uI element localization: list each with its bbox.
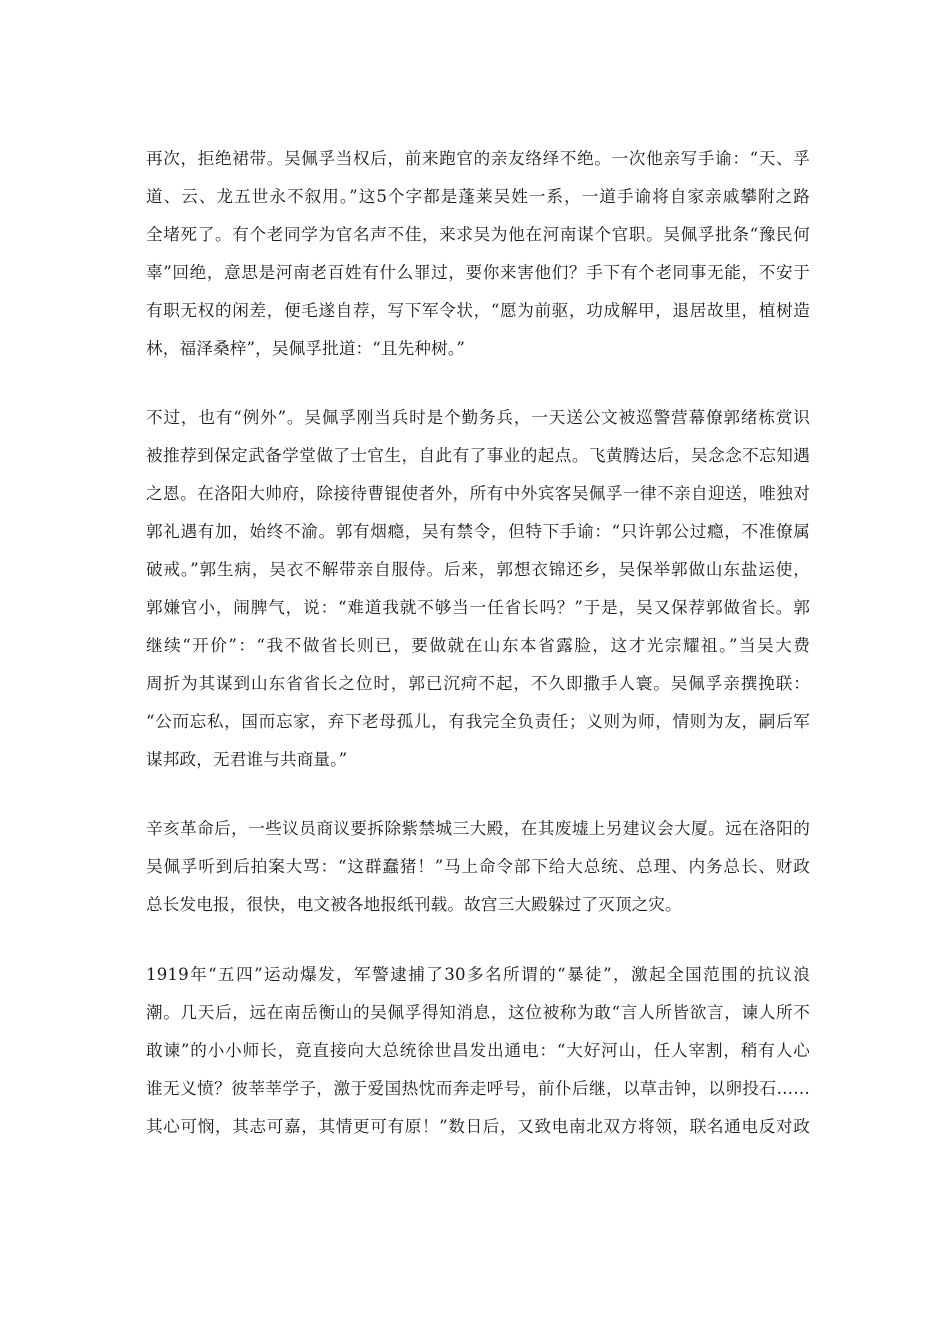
paragraph-2-line-7: 继续“开价”：“我不做省长则已，要做就在山东本省露脸，这才光宗耀祖。”当吴大费 xyxy=(146,636,810,655)
paragraph-2-line-4: 郭礼遇有加，始终不渝。郭有烟瘾，吴有禁令，但特下手谕：“只许郭公过瘾，不准僚属 xyxy=(146,522,810,541)
paragraph-2-line-1: 不过，也有“例外”。吴佩孚刚当兵时是个勤务兵，一天送公文被巡警营幕僚郭绪栋赏识 xyxy=(146,408,810,427)
paragraph-2-line-10: 谋邦政，无君谁与共商量。” xyxy=(146,750,348,769)
paragraph-1-line-4: 辜”回绝，意思是河南老百姓有什么罪过，要你来害他们？手下有个老同事无能，不安于 xyxy=(146,263,810,282)
paragraph-1-line-2: 道、云、龙五世永不叙用。”这5个字都是蓬莱吴姓一系，一道手谕将自家亲戚攀附之路 xyxy=(146,187,810,206)
paragraph-4-line-5: 其心可悯，其志可嘉，其情更可有原！”数日后，又致电南北双方将领，联名通电反对政 xyxy=(146,1117,810,1136)
paragraph-2-line-2: 被推荐到保定武备学堂做了士官生，自此有了事业的起点。飞黄腾达后，吴念念不忘知遇 xyxy=(146,446,810,465)
paragraph-4-line-2: 潮。几天后，远在南岳衡山的吴佩孚得知消息，这位被称为敢“言人所皆欲言，谏人所不 xyxy=(146,1003,810,1022)
paragraph-2-line-3: 之恩。在洛阳大帅府，除接待曹锟使者外，所有中外宾客吴佩孚一律不亲自迎送，唯独对 xyxy=(146,484,810,503)
paragraph-3-line-2: 吴佩孚听到后拍案大骂：“这群蠢猪！”马上命令部下给大总统、总理、内务总长、财政 xyxy=(146,857,810,876)
paragraph-1-line-6: 林，福泽桑梓”，吴佩孚批道：“且先种树。” xyxy=(146,339,465,358)
paragraph-2-line-9: “公而忘私，国而忘家，弃下老母孤儿，有我完全负责任；义则为师，情则为友，嗣后军 xyxy=(146,712,810,731)
paragraph-2-line-6: 郭嫌官小，闹脾气，说：“难道我就不够当一任省长吗？”于是，吴又保荐郭做省长。郭 xyxy=(146,598,810,617)
paragraph-4-line-3: 敢谏”的小小师长，竟直接向大总统徐世昌发出通电：“大好河山，任人宰割，稍有人心 xyxy=(146,1041,810,1060)
paragraph-1-line-3: 全堵死了。有个老同学为官名声不佳，来求吴为他在河南谋个官职。吴佩孚批条“豫民何 xyxy=(146,225,810,244)
paragraph-3-line-3: 总长发电报，很快，电文被各地报纸刊载。故宫三大殿躲过了灭顶之灾。 xyxy=(146,895,682,914)
paragraph-1-line-5: 有职无权的闲差，便毛遂自荐，写下军令状，“愿为前驱，功成解甲，退居故里，植树造 xyxy=(146,301,810,320)
paragraph-1-line-1: 再次，拒绝裙带。吴佩孚当权后，前来跑官的亲友络绎不绝。一次他亲写手谕：“天、孚 xyxy=(146,149,810,168)
paragraph-4-line-4: 谁无义愤？彼莘莘学子，激于爱国热忱而奔走呼号，前仆后继，以草击钟，以卵投石…… xyxy=(146,1079,810,1098)
paragraph-3-line-1: 辛亥革命后，一些议员商议要拆除紫禁城三大殿，在其废墟上另建议会大厦。远在洛阳的 xyxy=(146,819,810,838)
paragraph-2-line-5: 破戒。”郭生病，吴衣不解带亲自服侍。后来，郭想衣锦还乡，吴保举郭做山东盐运使， xyxy=(146,560,810,579)
paragraph-4-line-1: 1919年“五四”运动爆发，军警逮捕了30多名所谓的“暴徒”，激起全国范围的抗议浪 xyxy=(146,965,810,984)
paragraph-2-line-8: 周折为其谋到山东省省长之位时，郭已沉疴不起，不久即撒手人寰。吴佩孚亲撰挽联： xyxy=(146,674,810,693)
